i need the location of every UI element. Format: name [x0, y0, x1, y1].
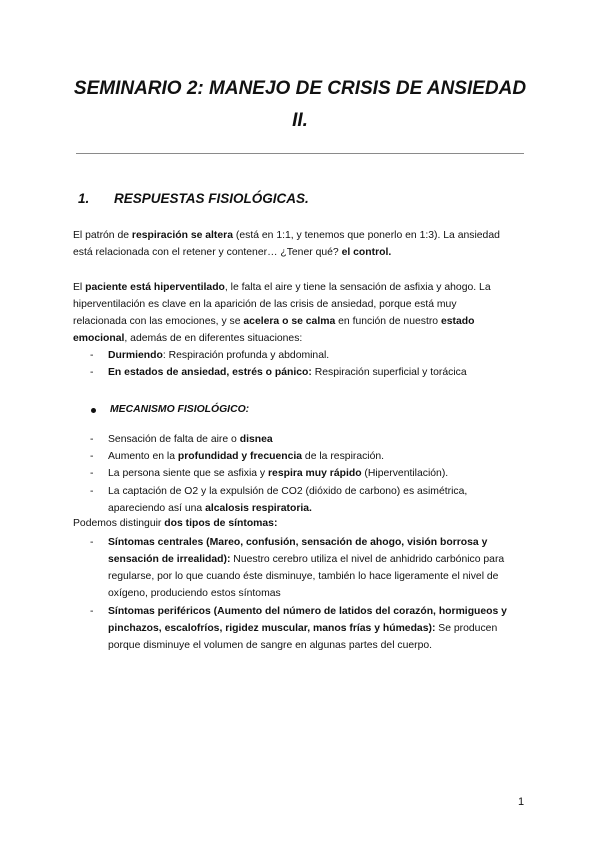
- section-number: 1.: [78, 191, 90, 206]
- list-item-continued: apareciendo así una alcalosis respiratoria.: [108, 503, 312, 514]
- paragraph-3: Podemos distinguir dos tipos de síntomas:: [73, 518, 278, 529]
- list-dash: -: [90, 537, 94, 548]
- list-dash: -: [90, 451, 94, 462]
- list-item-continued: porque disminuye el volumen de sangre en algunas partes del cuerpo.: [108, 640, 433, 651]
- list-dash: -: [90, 367, 94, 378]
- list-item-continued: pinchazos, escalofríos, rigidez muscular, manos frías y húmedas): Se producen: [108, 623, 498, 634]
- list-item: Sensación de falta de aire o disnea: [108, 434, 273, 445]
- section-heading: [78, 191, 309, 206]
- list-item: La captación de O2 y la expulsión de CO2 (dióxido de carbono) es asimétrica,: [108, 486, 468, 497]
- section-title: RESPUESTAS FISIOLÓGICAS.: [114, 191, 309, 206]
- list-item: Síntomas centrales (Mareo, confusión, sensación de ahogo, visión borrosa y: [108, 537, 488, 548]
- page-number: 1: [518, 796, 525, 808]
- list-dash: -: [90, 606, 94, 617]
- list-dash: -: [90, 350, 94, 361]
- bullet-icon: [91, 408, 96, 413]
- paragraph-2-line-4: emocional, además de en diferentes situaciones:: [73, 333, 303, 344]
- paragraph-2-line-1: El paciente está hiperventilado, le falta el aire y tiene la sensación de asfixia y ahogo. La: [73, 282, 491, 293]
- list-dash: -: [90, 434, 94, 445]
- list-dash: -: [90, 468, 94, 479]
- page-title-continued: II.: [292, 110, 308, 131]
- list-item: Aumento en la profundidad y frecuencia de la respiración.: [108, 451, 385, 462]
- list-item-continued: regularse, por lo que cuando éste disminuye, también lo hace ligeramente el nivel de: [108, 571, 499, 582]
- paragraph-2-line-3: relacionada con las emociones, y se acelera o se calma en función de nuestro estado: [73, 316, 475, 327]
- list-item: En estados de ansiedad, estrés o pánico: Respiración superficial y torácica: [108, 367, 467, 378]
- title-divider: [76, 153, 524, 154]
- page-title: SEMINARIO 2: MANEJO DE CRISIS DE ANSIEDAD: [73, 78, 527, 99]
- list-item: Durmiendo: Respiración profunda y abdominal.: [108, 350, 330, 361]
- list-item: Síntomas periféricos (Aumento del número de latidos del corazón, hormigueos y: [108, 606, 507, 617]
- list-item: La persona siente que se asfixia y respira muy rápido (Hiperventilación).: [108, 468, 449, 479]
- paragraph-1-line-2: está relacionada con el retener y contener… ¿Tener qué? el control.: [73, 247, 392, 258]
- list-dash: -: [90, 486, 94, 497]
- list-item-continued: oxígeno, produciendo estos síntomas: [108, 588, 281, 599]
- paragraph-1-line-1: El patrón de respiración se altera (está en 1:1, y tenemos que ponerlo en 1:3). La ansiedad: [73, 230, 500, 241]
- subheading-mechanism: MECANISMO FISIOLÓGICO:: [110, 404, 250, 415]
- paragraph-2-line-2: hiperventilación es clave en la aparición de las crisis de ansiedad, porque está muy: [73, 299, 457, 310]
- list-item-continued: sensación de irrealidad): Nuestro cerebro utiliza el nivel de anhidrido carbónico para: [108, 554, 505, 565]
